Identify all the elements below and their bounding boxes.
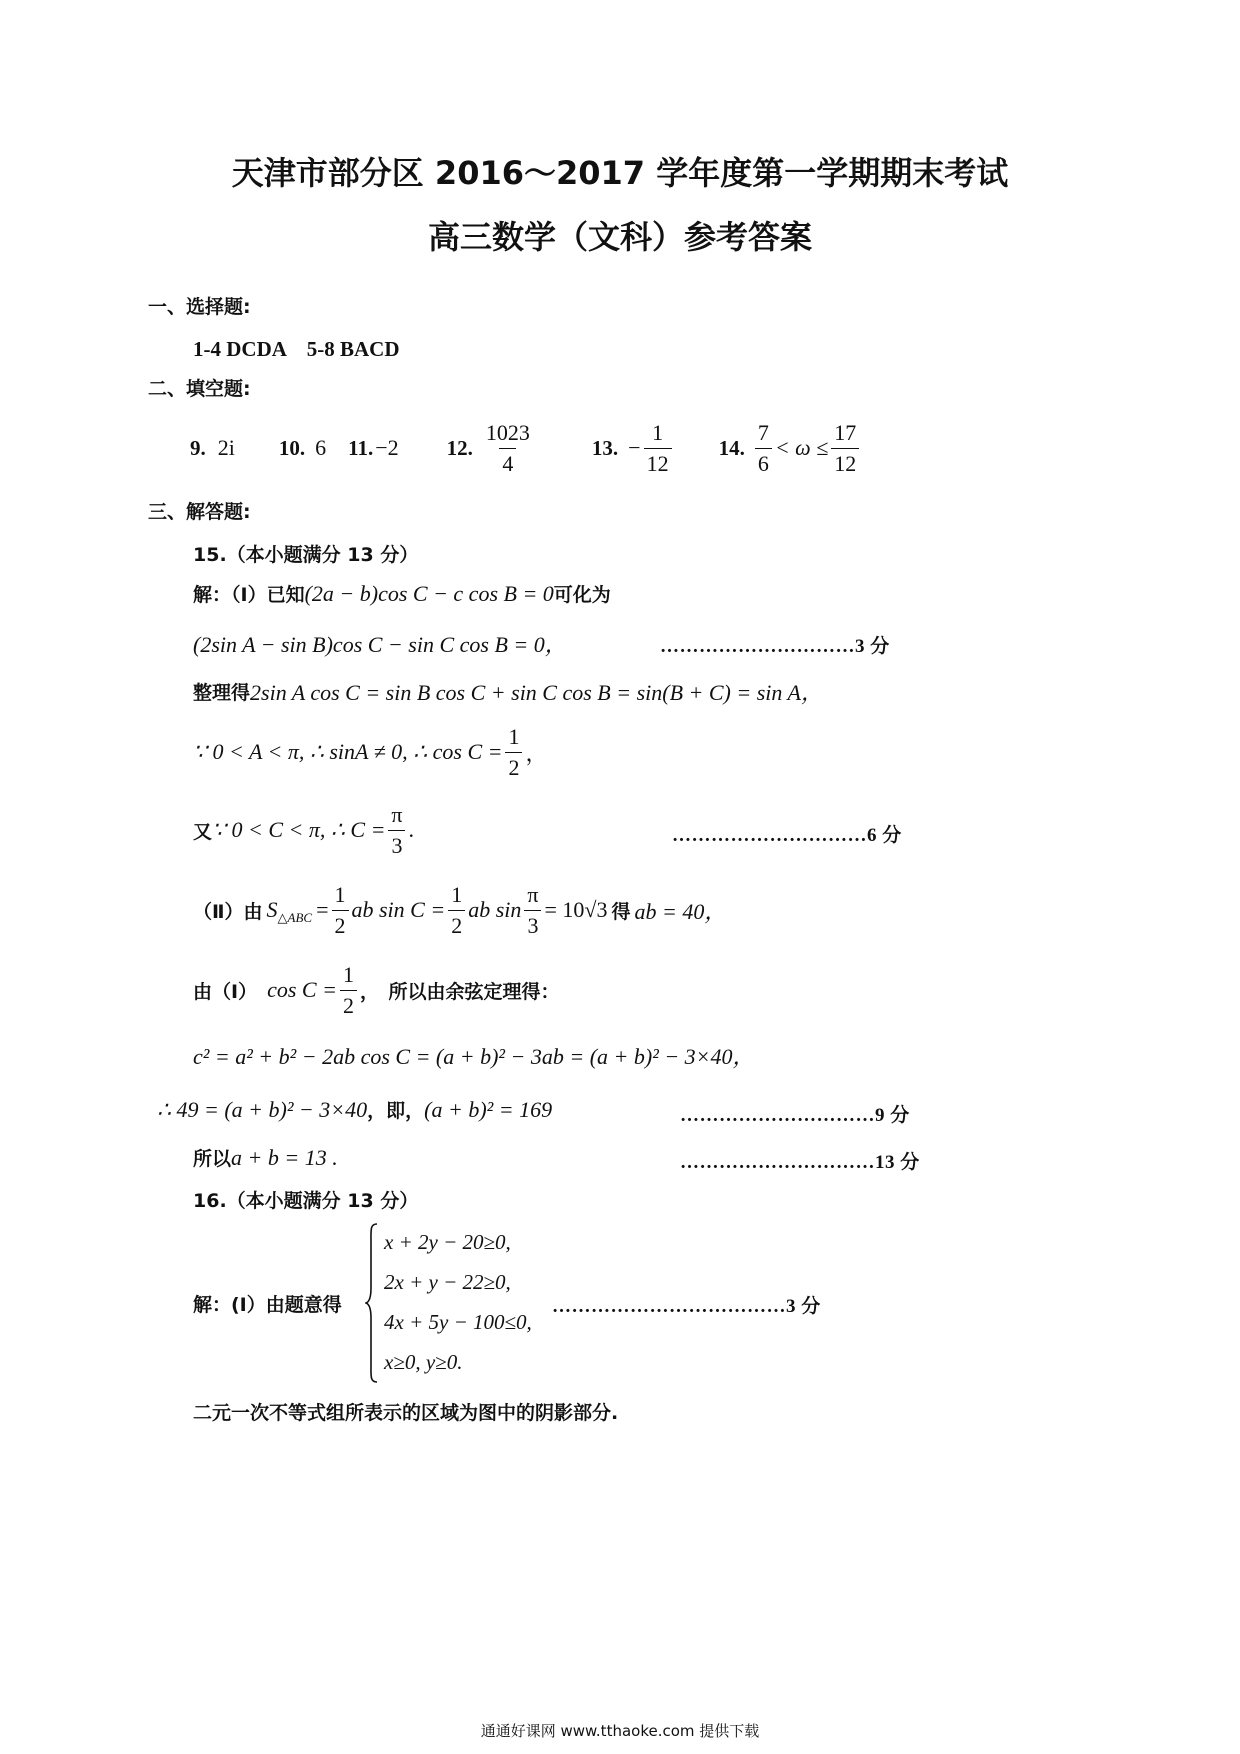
q15-score-6: …………………………6 分: [672, 825, 902, 846]
q15-line5-denominator: 3: [388, 830, 405, 859]
q15-line6-numerator-3: π: [527, 881, 539, 907]
q13-sign: −: [628, 435, 641, 460]
q15-line7-math: cos C =: [267, 977, 337, 1002]
q10-answer: 6: [315, 435, 327, 460]
q16-region-text: 二元一次不等式组所表示的区域为图中的阴影部分.: [193, 1402, 619, 1424]
q15-line1-math: (2a − b)cos C − c cos B = 0: [304, 580, 554, 606]
q15-line6-mid-2: ab sin: [468, 897, 522, 922]
q15-line2: [193, 628, 567, 659]
q15-line5-math: ∵ 0 < C < π, ∴ C =: [212, 817, 386, 842]
q15-line6-fraction-1: [332, 882, 349, 939]
q15-line6: [193, 880, 726, 940]
q15-line6-numerator-2: 1: [451, 881, 463, 907]
q15-line7-prefix: 由（Ⅰ）: [193, 980, 258, 1003]
section-choice-heading: 一、选择题:: [148, 296, 251, 318]
q15-line9-cn: ，即，: [367, 1100, 425, 1122]
q15-line4-numerator: 1: [508, 723, 520, 749]
q13-fraction: [644, 420, 672, 477]
q15-line5-end: .: [408, 817, 415, 842]
q15-line4-math: ∵ 0 < A < π, ∴ sinA ≠ 0, ∴ cos C =: [193, 739, 503, 764]
q15-line4: [193, 722, 548, 782]
q12-denominator: 4: [499, 448, 516, 477]
q16-score-3: ………………………………3 分: [552, 1296, 821, 1317]
q11-label: 11.: [348, 435, 374, 460]
q15-line9-math: ∴ 49 = (a + b)² − 3×40: [157, 1096, 368, 1122]
q15-line7-denominator: 2: [340, 990, 357, 1019]
choice-answers: 1-4 DCDA 5-8 BACD: [193, 337, 400, 361]
fill-answers-row: [190, 418, 862, 478]
q15-line6-prefix: （Ⅱ）由: [193, 900, 263, 923]
q14-label: 14.: [718, 435, 745, 460]
q15-line7-numerator: 1: [342, 961, 354, 987]
q15-line6-equals: =: [316, 897, 329, 922]
q12-fraction: [483, 420, 533, 477]
q12-numerator: 1023: [485, 419, 530, 445]
q15-line5-numerator: π: [391, 801, 403, 827]
q15-header: 15.（本小题满分 13 分）: [193, 544, 419, 566]
q14-fraction-right: [831, 420, 859, 477]
q16-system-line-1: x + 2y − 20≥0,: [384, 1230, 511, 1254]
q15-line1: [193, 580, 611, 607]
q15-line6-fraction-3: [524, 882, 541, 939]
q15-line7: [193, 960, 559, 1020]
q15-line6-numerator-1: 1: [334, 881, 346, 907]
q15-line5: [193, 800, 414, 860]
q15-line8: [193, 1040, 755, 1071]
q16-prefix: 解：(I）由题意得: [193, 1294, 342, 1316]
q14-numerator-left: 7: [757, 419, 769, 445]
q16-header: 16.（本小题满分 13 分）: [193, 1190, 419, 1212]
q15-score-13: …………………………13 分: [680, 1152, 920, 1173]
q15-line7-fraction: [340, 962, 357, 1019]
q15-line10-math: a + b = 13 .: [231, 1144, 338, 1170]
q13-denominator: 12: [644, 448, 672, 477]
q15-line6-mid-1: ab sin C =: [351, 897, 446, 922]
q9-answer: 2i: [217, 435, 235, 460]
q16-system-line-4: x≥0, y≥0.: [384, 1350, 463, 1374]
q15-line4-fraction: [505, 724, 522, 781]
left-brace-icon: [365, 1222, 379, 1384]
q15-line6-end: ab = 40，: [634, 898, 727, 924]
q15-line9: [157, 1096, 552, 1123]
q15-line6-denominator-3: 3: [524, 910, 541, 939]
q16-system-line-2: 2x + y − 22≥0,: [384, 1270, 511, 1294]
q13-label: 13.: [591, 435, 619, 460]
q13-numerator: 1: [652, 419, 664, 445]
q15-line4-end: ，: [525, 740, 548, 766]
page-subtitle: 高三数学（文科）参考答案: [427, 218, 812, 256]
q15-line6-area-symbol: S: [266, 897, 278, 922]
q15-line6-mid-3: = 10√3: [544, 897, 608, 922]
q11-answer: −2: [375, 435, 399, 460]
q15-line7-suffix: ， 所以由余弦定理得：: [359, 980, 560, 1003]
q15-line1-suffix: 可化为: [553, 584, 611, 606]
q15-line9-math2: (a + b)² = 169: [424, 1096, 553, 1122]
q15-line3: [193, 676, 823, 707]
q15-line6-cn: 得: [611, 900, 631, 923]
q14-numerator-right: 17: [834, 419, 857, 445]
q15-line10-prefix: 所以: [193, 1148, 232, 1170]
q15-line6-denominator-1: 2: [332, 910, 349, 939]
q14-fraction-left: [755, 420, 772, 477]
q9-label: 9.: [190, 435, 206, 460]
page-title: 天津市部分区 2016～2017 学年度第一学期期末考试: [231, 154, 1009, 192]
q15-line5-prefix: 又: [193, 820, 213, 843]
q14-denominator-left: 6: [755, 448, 772, 477]
q15-line6-area-subscript: △ABC: [277, 910, 313, 925]
q15-line6-fraction-2: [448, 882, 465, 939]
q15-line6-denominator-2: 2: [448, 910, 465, 939]
q15-line10: [193, 1144, 338, 1171]
q15-line3-prefix: 整理得: [193, 682, 251, 704]
q14-denominator-right: 12: [831, 448, 859, 477]
q15-line4-denominator: 2: [505, 752, 522, 781]
section-fill-heading: 二、填空题:: [148, 378, 251, 400]
q15-score-9: …………………………9 分: [680, 1105, 910, 1126]
q15-score-3: …………………………3 分: [660, 636, 890, 657]
q15-line5-fraction: [388, 802, 405, 859]
q15-line2-math: (2sin A − sin B)cos C − sin C cos B = 0，: [193, 632, 567, 657]
q15-line3-math: 2sin A cos C = sin B cos C + sin C cos B = sin(B + C) = sin A，: [250, 680, 823, 705]
footer-source: 通通好课网 www.tthaoke.com 提供下载: [480, 1722, 760, 1740]
section-solve-heading: 三、解答题:: [148, 501, 251, 523]
q14-inequality: < ω ≤: [774, 435, 829, 460]
q12-label: 12.: [446, 435, 473, 460]
q15-line1-prefix: 解：（Ⅰ）已知: [193, 584, 305, 606]
q10-label: 10.: [278, 435, 306, 460]
q15-line8-math: c² = a² + b² − 2ab cos C = (a + b)² − 3ab = (a + b)² − 3×40，: [193, 1044, 755, 1069]
q16-system-line-3: 4x + 5y − 100≤0,: [384, 1310, 532, 1334]
